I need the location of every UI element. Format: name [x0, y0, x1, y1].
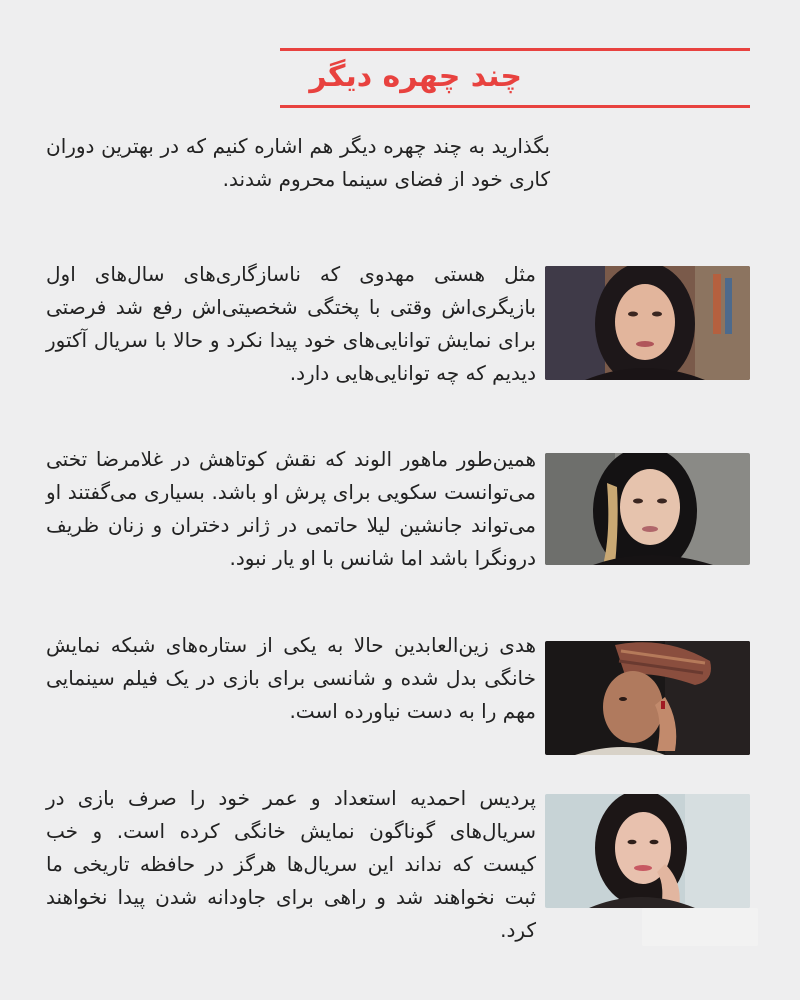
- intro-paragraph: بگذارید به چند چهره دیگر هم اشاره کنیم که در بهترین دوران کاری خود از فضای سینما محروم شدند.: [46, 134, 550, 191]
- entry-text: مثل هستی مهدوی که ناسازگاری‌های سال‌های اول بازیگری‌اش وقتی با پختگی شخصیتی‌اش رفع شد فرصتی برای نمایش توانایی‌های خود پیدا نکرد و حالا با سریال آکتور دیدیم که چه توانایی‌هایی دارد.: [46, 262, 536, 385]
- page-title: چند چهره دیگر: [309, 59, 522, 94]
- portrait-photo-icon: [545, 266, 750, 380]
- entry-text: هدی زین‌العابدین حالا به یکی از ستاره‌های شبکه نمایش خانگی بدل شده و شانسی برای بازی در یک فیلم سینمایی مهم را به دست نیاورده است.: [46, 633, 536, 723]
- entry-text: همین‌طور ماهور الوند که نقش کوتاهش در غلامرضا تختی می‌توانست سکویی برای پرش او باشد. بسیاری می‌گفتند او می‌تواند جانشین لیلا حاتمی در ژانر دختران و زنان ظریف درونگرا باشد اما شانس با او یار نبود.: [46, 447, 536, 570]
- portrait-photo-icon: [545, 794, 750, 908]
- section-header: [280, 48, 750, 108]
- portrait-photo: [545, 794, 750, 908]
- portrait-photo: [545, 453, 750, 565]
- header-bottom-rule: [280, 105, 750, 108]
- header-top-rule: [280, 48, 750, 51]
- watermark-overlay: [642, 908, 758, 946]
- portrait-photo-icon: [545, 641, 750, 755]
- entry-text: پردیس احمدیه استعداد و عمر خود را صرف بازی در سریال‌های گوناگون نمایش خانگی کرده است. و خب کیست که نداند این سریال‌ها هرگز در حافظه تاریخی ما ثبت نخواهند شد و راهی برای جاودانه شدن پیدا نخواهند کرد.: [46, 786, 536, 942]
- portrait-photo-icon: [545, 453, 750, 565]
- portrait-photo: [545, 641, 750, 755]
- portrait-photo: [545, 266, 750, 380]
